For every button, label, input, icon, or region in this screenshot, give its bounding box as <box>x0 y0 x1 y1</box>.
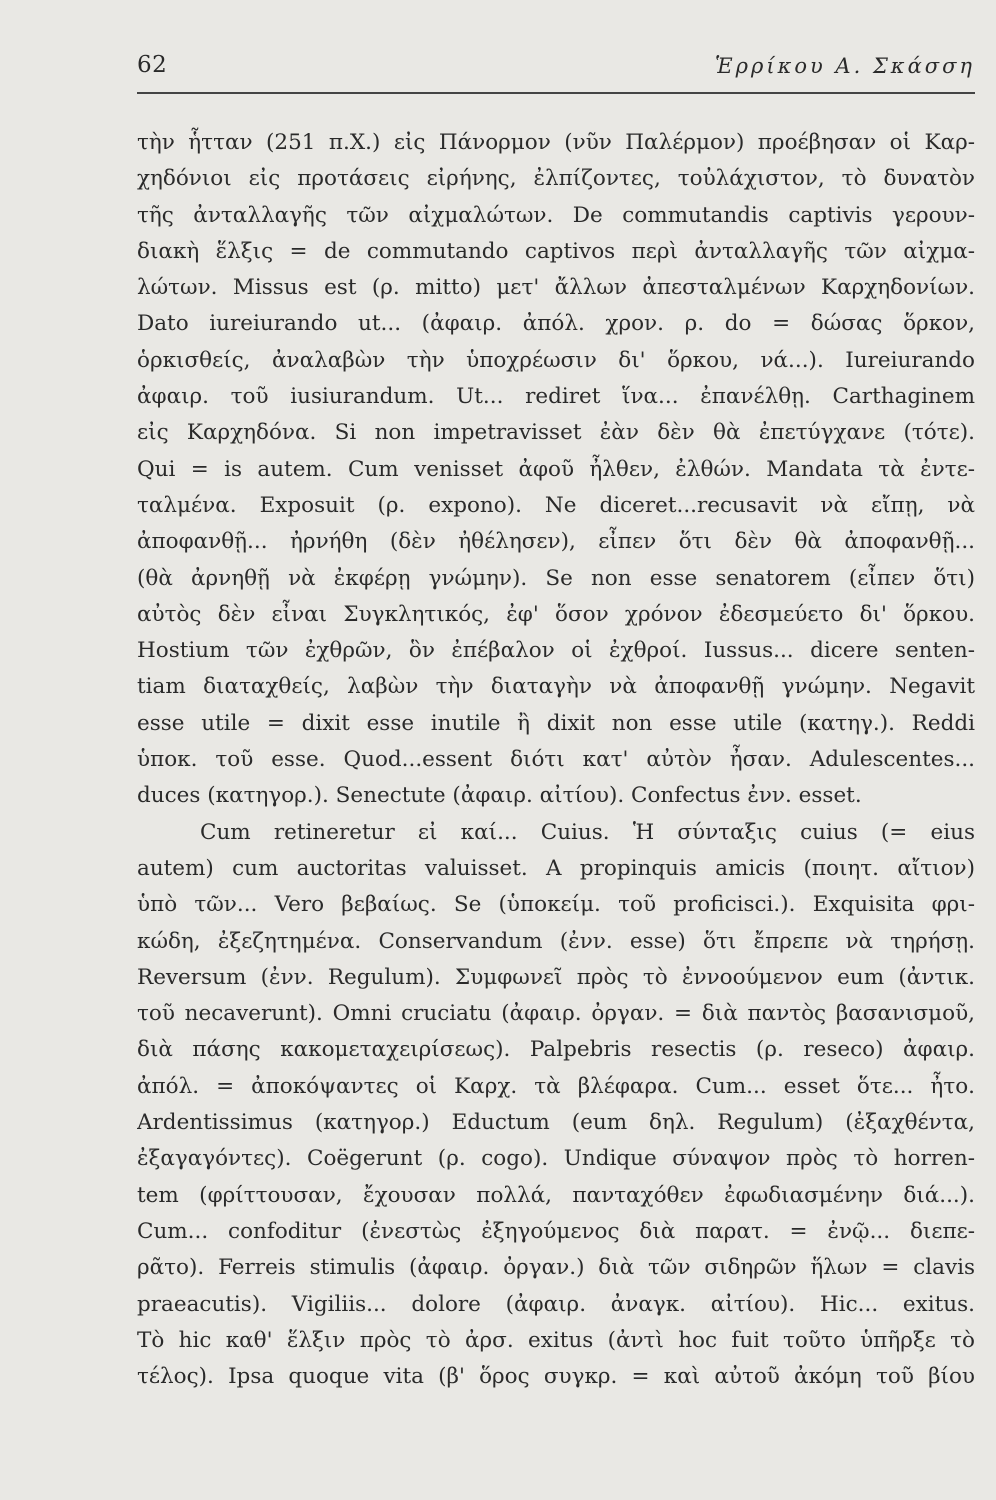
text-line: ἐξαγαγόντες). Coëgerunt (ρ. cogo). Undique σύναψον πρὸς τὸ horren- <box>137 1146 975 1172</box>
text-line: ὑποκ. τοῦ esse. Quod...essent διότι κατ' αὐτὸν ἦσαν. Adulescentes... <box>137 747 975 773</box>
text-line: ὁρκισθείς, ἀναλαβὼν τὴν ὑποχρέωσιν δι' ὅρκου, νά...). Iureiurando <box>137 347 975 373</box>
text-line: ταλμένα. Exposuit (ρ. expono). Ne diceret...recusavit νὰ εἴπῃ, νὰ <box>137 492 975 518</box>
body-text <box>137 125 975 1395</box>
text-line: ἀπόλ. = ἀποκόψαντες οἱ Καρχ. τὰ βλέφαρα. Cum... esset ὅτε... ἦτο. <box>137 1073 975 1099</box>
text-line: Dato iureiurando ut... (ἀφαιρ. ἀπόλ. χρον. ρ. do = δώσας ὅρκον, <box>137 311 975 337</box>
text-line: διακὴ ἕλξις = de commutando captivos περὶ ἀνταλλαγῆς τῶν αἰχμα- <box>137 238 975 264</box>
text-line: κώδη, ἐξεζητημένα. Conservandum (ἐνν. esse) ὅτι ἔπρεπε νὰ τηρήσῃ. <box>137 928 975 954</box>
text-line: tiam διαταχθείς, λαβὼν τὴν διαταγὴν νὰ ἀποφανθῇ γνώμην. Negavit <box>137 674 975 700</box>
text-line: Qui = is autem. Cum venisset ἀφοῦ ἦλθεν, ἐλθών. Mandata τὰ ἐντε- <box>137 456 975 482</box>
text-line: τέλος). Ipsa quoque vita (β' ὅρος συγκρ. = καὶ αὐτοῦ ἀκόμη τοῦ βίου <box>137 1364 975 1390</box>
text-line: χηδόνιοι εἰς προτάσεις εἰρήνης, ἐλπίζοντες, τοὐλάχιστον, τὸ δυνατὸν <box>137 166 975 192</box>
text-line: τῆς ἀνταλλαγῆς τῶν αἰχμαλώτων. De commutandis captivis γερουν- <box>137 202 975 228</box>
text-line: Τὸ hic καθ' ἕλξιν πρὸς τὸ ἀρσ. exitus (ἀντὶ hoc fuit τοῦτο ὑπῆρξε τὸ <box>137 1327 975 1353</box>
text-line: τοῦ necaverunt). Omni cruciatu (ἀφαιρ. ὀργαν. = διὰ παντὸς βασανισμοῦ, <box>137 1001 975 1027</box>
text-line: ὑπὸ τῶν... Vero βεβαίως. Se (ὑποκείμ. τοῦ proficisci.). Exquisita φρι- <box>137 892 975 918</box>
text-line: duces (κατηγορ.). Senectute (ἀφαιρ. αἰτίου). Confectus ἐνν. esset. <box>137 783 862 809</box>
text-line: τὴν ἧτταν (251 π.Χ.) εἰς Πάνορμον (νῦν Παλέρμον) προέβησαν οἱ Καρ- <box>137 130 975 155</box>
text-line: Reversum (ἐνν. Regulum). Συμφωνεῖ πρὸς τὸ ἐννοούμενον eum (ἀντικ. <box>137 964 975 990</box>
text-line: Cum retineretur εἰ καί... Cuius. Ἡ σύνταξις cuius (= eius <box>200 819 975 845</box>
text-line: αὐτὸς δὲν εἶναι Συγκλητικός, ἐφ' ὅσον χρόνον ἐδεσμεύετο δι' ὅρκου. <box>137 601 975 627</box>
text-line: Ardentissimus (κατηγορ.) Eductum (eum δηλ. Regulum) (ἐξαχθέντα, <box>137 1110 975 1136</box>
text-line: εἰς Καρχηδόνα. Si non impetravisset ἐὰν δὲν θὰ ἐπετύγχανε (τότε). <box>137 420 975 446</box>
text-line: Hostium τῶν ἐχθρῶν, ὃν ἐπέβαλον οἱ ἐχθροί. Iussus... dicere senten- <box>137 638 975 664</box>
text-line: (θὰ ἀρνηθῇ νὰ ἐκφέρῃ γνώμην). Se non esse senatorem (εἶπεν ὅτι) <box>137 565 975 591</box>
text-line: λώτων. Missus est (ρ. mitto) μετ' ἄλλων ἀπεσταλμένων Καρχηδονίων. <box>137 275 975 301</box>
header-rule <box>137 92 975 94</box>
text-line: tem (φρίττουσαν, ἔχουσαν πολλά, πανταχόθεν ἐφωδιασμένην διά...). <box>137 1182 975 1208</box>
text-line: praeacutis). Vigiliis... dolore (ἀφαιρ. ἀναγκ. αἰτίου). Hic... exitus. <box>137 1291 975 1317</box>
text-line: διὰ πάσης κακομεταχειρίσεως). Palpebris resectis (ρ. reseco) ἀφαιρ. <box>137 1037 975 1063</box>
running-head: Ἑρρίκου Α. Σκάσση <box>714 54 975 78</box>
text-line: esse utile = dixit esse inutile ἢ dixit non esse utile (κατηγ.). Reddi <box>137 710 975 736</box>
text-line: ἀφαιρ. τοῦ iusiurandum. Ut... rediret ἵνα... ἐπανέλθῃ. Carthaginem <box>137 384 975 410</box>
text-line: autem) cum auctoritas valuisset. A propinquis amicis (ποιητ. αἴτιον) <box>137 855 975 881</box>
text-line: ἀποφανθῇ... ἠρνήθη (δὲν ἠθέλησεν), εἶπεν ὅτι δὲν θὰ ἀποφανθῇ... <box>137 529 975 555</box>
text-line: ρᾶτο). Ferreis stimulis (ἀφαιρ. ὀργαν.) διὰ τῶν σιδηρῶν ἥλων = clavis <box>137 1255 975 1281</box>
page-header <box>137 52 975 86</box>
text-line: Cum... confoditur (ἐνεστὼς ἐξηγούμενος διὰ παρατ. = ἐνῷ... διεπε- <box>137 1218 975 1244</box>
page-number: 62 <box>137 52 168 78</box>
